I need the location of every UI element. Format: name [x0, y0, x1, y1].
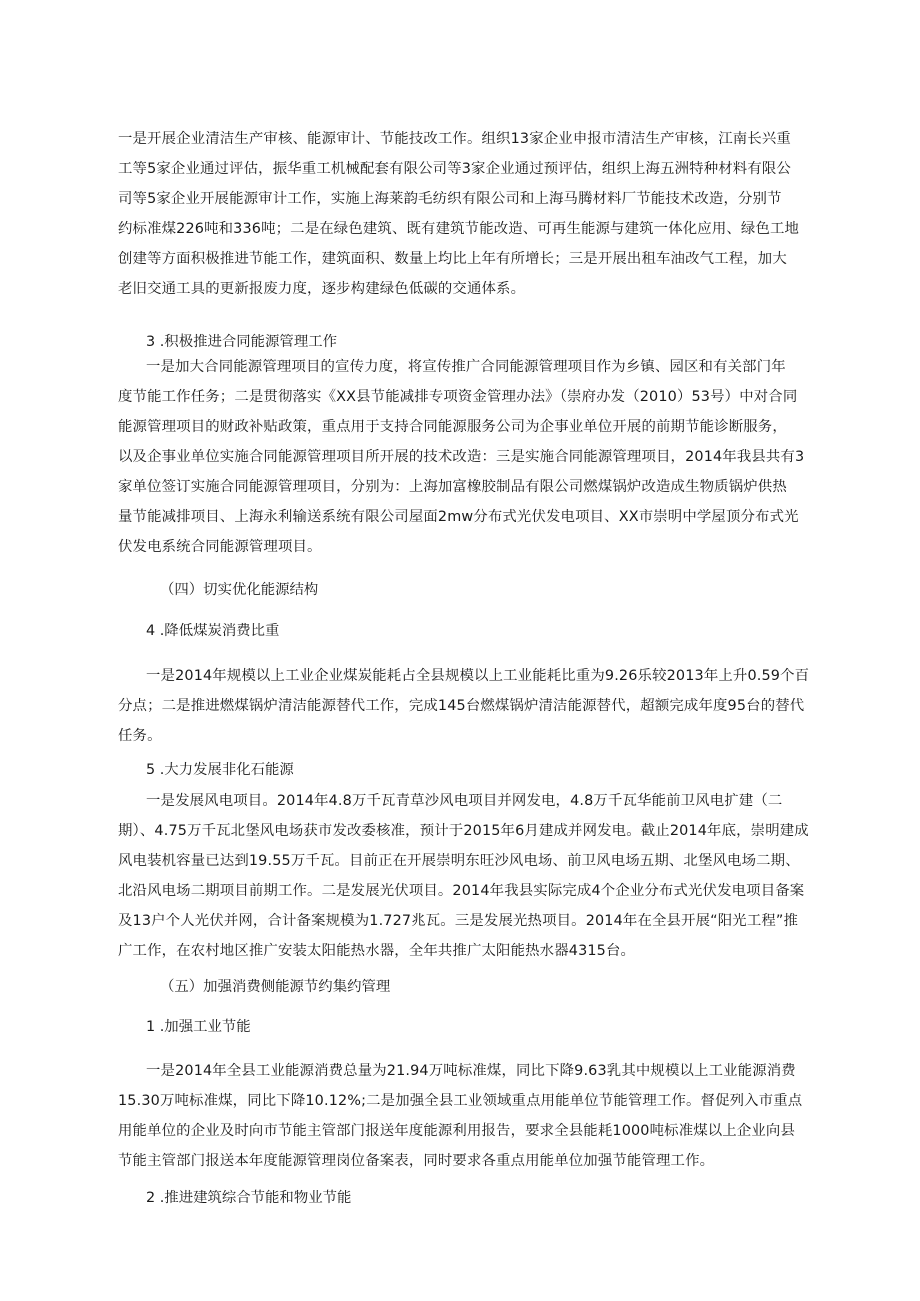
text-line: 司等5家企业开展能源审计工作，实施上海莱韵毛纺织有限公司和上海马腾材料厂节能技术改造，分别节	[118, 191, 782, 207]
section-heading-consumption-side: （五）加强消费侧能源节约集约管理	[160, 979, 391, 995]
text-line: 伏发电系统合同能源管理项目。	[118, 539, 322, 555]
paragraph-industrial-saving	[118, 1056, 832, 1176]
text-line: 老旧交通工具的更新报废力度，逐步构建绿色低碳的交通体系。	[118, 281, 526, 297]
paragraph-clean-production	[118, 124, 832, 304]
paragraph-contract-energy	[118, 352, 832, 562]
text-line: 一是2014年全县工业能源消费总量为21.94万吨标准煤，同比下降9.63乳其中规模以上工业能源消费	[146, 1063, 796, 1079]
text-line: 约标准煤226吨和336吨；二是在绿色建筑、既有建筑节能改造、可再生能源与建筑一体化应用、绿色工地	[118, 221, 800, 237]
text-line: 节能主管部门报送本年度能源管理岗位备案表，同时要求各重点用能单位加强节能管理工作。	[118, 1153, 715, 1169]
text-line: 北沿风电场二期项目前期工作。二是发展光伏项目。2014年我县实际完成4个企业分布式光伏发电项目备案	[118, 883, 805, 899]
text-line: 广工作，在农村地区推广安装太阳能热水器，全年共推广太阳能热水器4315台。	[118, 943, 636, 959]
text-line: 任务。	[118, 728, 162, 744]
text-line: 风电装机容量已达到19.55万千瓦。目前正在开展崇明东旺沙风电场、前卫风电场五期、北堡风电场二期、	[118, 853, 800, 869]
text-line: 一是发展风电项目。2014年4.8万千瓦青草沙风电项目并网发电，4.8万千瓦华能前卫风电扩建（二	[146, 793, 783, 809]
text-line: 量节能减排项目、上海永利输送系统有限公司屋面2mw分布式光伏发电项目、XX市崇明中学屋顶分布式光	[118, 509, 799, 525]
heading-coal-reduction: 4 .降低煤炭消费比重	[146, 623, 280, 639]
heading-industrial-saving: 1 .加强工业节能	[146, 1019, 251, 1035]
text-line: 及13户个人光伏并网，合计备案规模为1.727兆瓦。三是发展光热项目。2014年在全县开展“阳光工程”推	[118, 913, 799, 929]
text-line: 15.30万吨标准煤，同比下降10.12%;二是加强全县工业领域重点用能单位节能管理工作。督促列入市重点	[118, 1093, 803, 1109]
text-line: 用能单位的企业及时向市节能主管部门报送年度能源利用报告，要求全县能耗1000吨标准煤以上企业向县	[118, 1123, 796, 1139]
text-line: 期）、4.75万千瓦北堡风电场获市发改委核准，预计于2015年6月建成并网发电。截止2014年底，崇明建成	[118, 823, 809, 839]
heading-non-fossil: 5 .大力发展非化石能源	[146, 762, 294, 778]
text-line: 一是加大合同能源管理项目的宣传力度，将宣传推广合同能源管理项目作为乡镇、园区和有关部门年	[146, 359, 786, 375]
paragraph-coal-reduction	[118, 661, 832, 751]
text-line: 家单位签订实施合同能源管理项目，分别为：上海加富橡胶制品有限公司燃煤锅炉改造成生物质锅炉供热	[118, 479, 787, 495]
text-line: 能源管理项目的财政补贴政策，重点用于支持合同能源服务公司为企事业单位开展的前期节能诊断服务，	[118, 419, 787, 435]
heading-contract-energy: 3 .积极推进合同能源管理工作	[146, 334, 337, 350]
text-line: 一是开展企业清洁生产审核、能源审计、节能技改工作。组织13家企业申报市清洁生产审核，江南长兴重	[118, 131, 791, 147]
text-line: 一是2014年规模以上工业企业煤炭能耗占全县规模以上工业能耗比重为9.26乐较2013年上升0.59个百	[146, 668, 810, 684]
text-line: 工等5家企业通过评估，振华重工机械配套有限公司等3家企业通过预评估，组织上海五洲特种材料有限公	[118, 161, 791, 177]
paragraph-non-fossil	[118, 786, 832, 966]
text-line: 分点；二是推进燃煤锅炉清洁能源替代工作，完成145台燃煤锅炉清洁能源替代，超额完成年度95台的替代	[118, 698, 805, 714]
heading-building-saving: 2 .推进建筑综合节能和物业节能	[146, 1190, 352, 1206]
text-line: 以及企事业单位实施合同能源管理项目所开展的技术改造：三是实施合同能源管理项目，2014年我县共有3	[118, 449, 805, 465]
section-heading-energy-structure: （四）切实优化能源结构	[160, 582, 319, 598]
text-line: 创建等方面积极推进节能工作，建筑面积、数量上均比上年有所增长；三是开展出租车油改气工程，加大	[118, 251, 787, 267]
text-line: 度节能工作任务；二是贯彻落实《XX县节能减排专项资金管理办法》（崇府办发（2010）53号）中对合同	[118, 389, 798, 405]
